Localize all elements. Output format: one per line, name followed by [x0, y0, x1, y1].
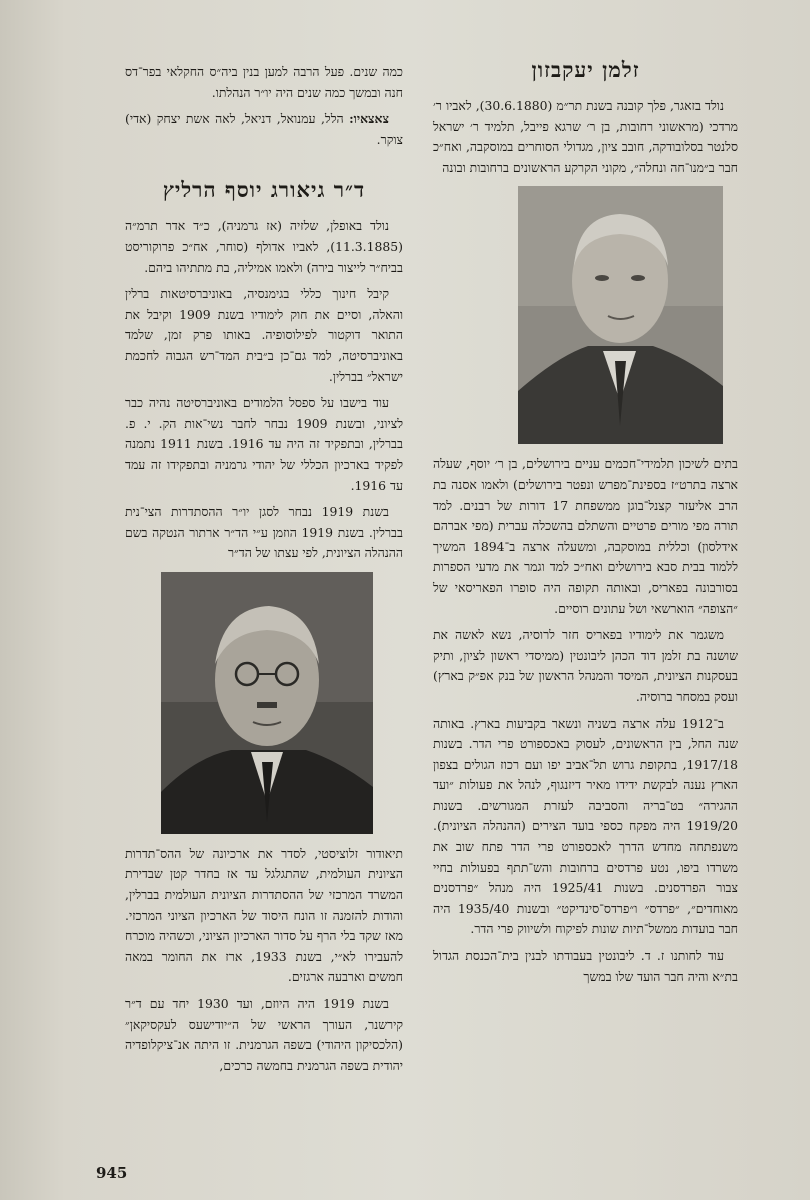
paragraph: עוד לחותנו ז. ד. ליבונטין בעבודתו לבנין בית־הכנסת הגדול בת״א והיה חבר הועד שלו במשך	[433, 948, 738, 984]
paragraph: תיאודור זלוציסטי, לסדר את ארכיונה של ההס־תדרות הציונית העולמית, שהתגלגל עד אז בחדר קטן שבדירת המשרד המרכזי של ההסתדרות הציונית העולמית בברלין, והודות להזמנה זו הונח היסוד של הארכיון הציוני המרכזי. מאז שקד בלי הרף על סדור הארכיון הציוני, וכשהיה מוכרח להעבירו לא״י, בשנת 1933, ארז את החומר במאה חמשים וארבעה ארגזים.	[125, 845, 403, 985]
portrait-photo-yaakobson	[518, 186, 723, 444]
paragraph: בתים לשיכון תלמידי־חכמים עניים בירושלים, בן ר׳ יוסף, שעלה ארצה בתרט״ז בספינת־מפרש ונפטר בירושלים) ולאמו אסנה בת הרב אליעזר קצנל־בוגן ממשפחת 17 דורות של רבנים. למד תורה מפי מורים פרטיים והשתלם בהשכלה עברית (מפי אברהם אידלסון) וכללית במוסקבה, ומשעלה ארצה ב־1894 המשיך ללמוד בבית סבא בירושלים ואח״כ למד וגמר את מדעי הספרות בסורבונה בפאריס, ובאותה תקופה היה סופרו הפאריסאי של ״הצופה״ הוארשאי ושל עתונים רוסיים.	[433, 456, 738, 616]
descendants-line	[125, 109, 403, 150]
portrait-photo-herlitz	[161, 572, 373, 834]
paragraph: כמה שנים. פעל הרבה למען בנין ביה״ס החקלאי בפר־דס חנה ובמשך כמה שנים היה יו״ר הנהלתו.	[125, 64, 403, 100]
descendants-text: הלל, עמנואל, דניאל, לאה אשת יצחק (אדי) צוקר.	[125, 111, 403, 147]
paragraph: קיבל חינוך כללי בגימנסיה, באוניברסיטאות ברלין והאלה, וסיים את חוק לימודיו בשנת 1909 וקיבל את התואר דוקטור לפילוסופיה. באותו פרק זמן, שלמד באוניברסיטה, למד גם־כן ב״בית המד־רש הגבוה לחכמת ישראל״ בברלין.	[125, 286, 403, 384]
page-number: 945	[96, 1164, 128, 1182]
right-column	[433, 52, 738, 993]
paragraph: בשנת 1919 נבחר לסגן יו״ר ההסתדרות הצי־נית בברלין. בשנת 1919 הוזמן ע״י הד״ר ארתור הנטקה בשם ההנהלה הציונית, לפי עצתו של הד״ר	[125, 504, 403, 561]
paragraph: נולד באופלן, שלזיה (אז גרמניה), כ״ד אדר תרמ״ה (11.3.1885), לאביו אדולף (סוחר, אח״כ פרוקוריסט בביח״ר לייצור בירה) ולאמו אמיליה, בת מתתיהו ביהם.	[125, 218, 403, 275]
paragraph: עוד בישבו על ספסל הלמודים באוניברסיטה נהיה כבר לציוני, ובשנת 1909 נבחר לחבר נשי־אות הק. י. פ. בברלין, ובתפקיד זה היה עד 1916. בשנת 1911 נתמנה לפקיד בארכיון הכללי של יהודי גרמניה ובתפקידו זה עמד עד 1916.	[125, 395, 403, 493]
descendants-label: צאצאיו:	[349, 111, 389, 127]
paragraph: ב־1912 עלה ארצה בשניה ונשאר בקביעות בארץ. באותה שנה החל, בין הראשונים, לעסוק באכספורט פרי הדר. בשנות 1917/18, בתקופת גרוש תל־אביב יפו ועם רכוז הגולים בצפון הארץ נענה לבקשת ידידו מאיר דיזנגוף, לנהל את פעולות ״ועד ההגירה״ בט־בריה והסביבה לעזרת המגורשים. בשנות 1919/20 היה מפקח כספי בועד הצירים (ההנהלה הציונית). משנפתחה מחדש הדרך לאכספורט פרי הדר פתח שוב את משרדו ביפו, נטע פרדסים ברחובות והש־תתף בפעולות בחיי צבור הפרדסנים. בשנות 1925/41 היה מנהל ״פרדסנים מאוחדים״, ״פרדס״ ו״פרדס־סינדיקט״ ובשנות 1935/40 היה חבר בועדות ממשל־תיות שונות לפיקוח ולשיווק פרי הדר.	[433, 715, 739, 937]
paragraph: משגמר את לימודיו בפאריס חזר לרוסיה, נשא לאשה את שושנה בת זלמן דוד הכהן ליבונטין (ממיסדי ראשון לציון, ותיק בעסקנות הציונית, המיסד והמנהל הראשון של בנק אפ״ק בארץ) ועסק במסחר ברוסיה.	[433, 627, 738, 704]
entry-heading-herlitz: ד״ר גיאורג יוסף הרליץ	[162, 177, 366, 203]
entry-heading-yaakobson: זלמן יעקבזון	[531, 57, 640, 82]
paragraph: נולד בזאגר, פלך קובנה בשנת תר״מ (30.6.1880), לאביו ר׳ מרדכי (מראשוני רחובות, בן ר׳ שרגא פייבל, תלמיד ר׳ ישראל סלנטר בסלובודקה, חובב ציון, מגדולי הסוחרים במוסקבה, ואח״כ חבר ב״מנו־חה ונחלה״, מקוני הקרקע הראשונים ברחובות ובונה	[433, 98, 738, 175]
left-column	[125, 62, 403, 1082]
paragraph: בשנת 1919 היה היוזם, ועד 1930 יחד עם ד״ר קירשנר, העורך הראשי של ה״יודישעס לעקסיקאן״ (הלכסיקון היהודי) בשפה הגרמנית. זו היתה אנ־ציקלופדיה יהודית בשפה הגרמנית בחמשה כרכים,	[125, 996, 403, 1073]
